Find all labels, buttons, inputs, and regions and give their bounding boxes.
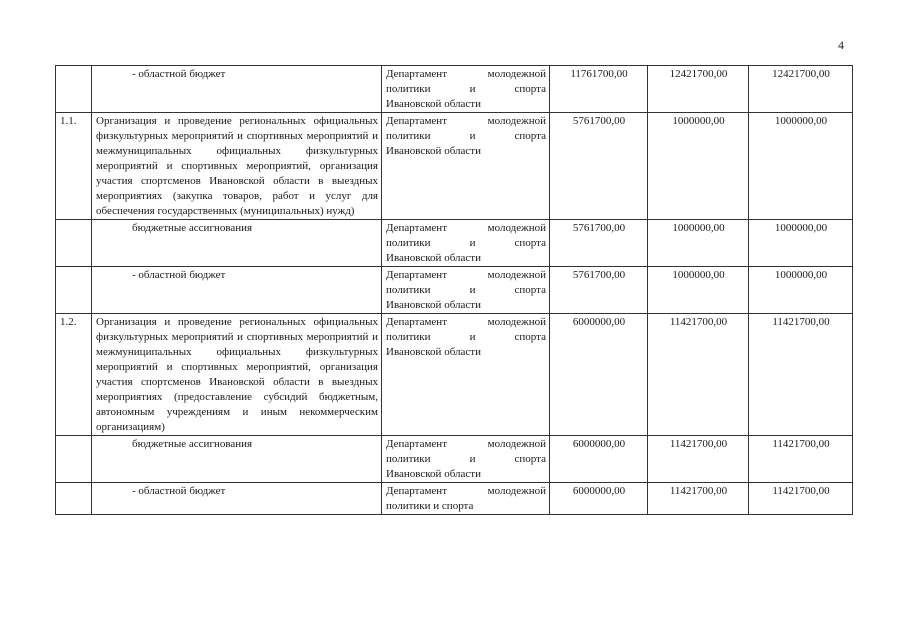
department-cell bbox=[382, 314, 550, 436]
row-number bbox=[56, 267, 92, 314]
amount-year-1: 6000000,00 bbox=[550, 436, 648, 483]
budget-table-body bbox=[56, 66, 853, 515]
table-row bbox=[56, 220, 853, 267]
row-number: 1.2. bbox=[56, 314, 92, 436]
amount-year-1: 5761700,00 bbox=[550, 220, 648, 267]
table-row bbox=[56, 436, 853, 483]
department-line: Ивановской области bbox=[386, 98, 481, 110]
amount-year-3: 12421700,00 bbox=[749, 66, 853, 113]
department-cell bbox=[382, 66, 550, 113]
row-number bbox=[56, 436, 92, 483]
amount-year-3: 11421700,00 bbox=[749, 436, 853, 483]
amount-year-2: 12421700,00 bbox=[648, 66, 749, 113]
department-line: политики и спорта bbox=[386, 453, 546, 465]
measure-name: бюджетные ассигнования bbox=[92, 436, 382, 483]
department-line: Департамент молодежной bbox=[386, 115, 546, 127]
department-line: Ивановской области bbox=[386, 252, 481, 264]
amount-year-1: 5761700,00 bbox=[550, 113, 648, 220]
department-line: политики и спорта bbox=[386, 284, 546, 296]
amount-year-2: 1000000,00 bbox=[648, 220, 749, 267]
amount-year-1: 6000000,00 bbox=[550, 314, 648, 436]
budget-table bbox=[55, 65, 853, 515]
department-line: политики и спорта bbox=[386, 130, 546, 142]
department-line: Ивановской области bbox=[386, 346, 481, 358]
table-row bbox=[56, 66, 853, 113]
department-cell bbox=[382, 483, 550, 515]
department-line: политики и спорта bbox=[386, 83, 546, 95]
amount-year-3: 1000000,00 bbox=[749, 267, 853, 314]
measure-name: Организация и проведение региональных официальных физкультурных мероприятий и спортивных мероприятий и межмуниципальных официальных физкультурных мероприятий и спортивных мероприятий, организация участия спортсменов Ивановской области в выездных мероприятиях (предоставление субсидий бюджетным, автономным учреждениям и иным некоммерческим организациям) bbox=[92, 314, 382, 436]
amount-year-3: 11421700,00 bbox=[749, 314, 853, 436]
amount-year-3: 1000000,00 bbox=[749, 220, 853, 267]
department-line: Ивановской области bbox=[386, 299, 481, 311]
department-line: Департамент молодежной bbox=[386, 438, 546, 450]
measure-name: Организация и проведение региональных официальных физкультурных мероприятий и спортивных мероприятий и межмуниципальных официальных физкультурных мероприятий и спортивных мероприятий, организация участия спортсменов Ивановской области в выездных мероприятиях (закупка товаров, работ и услуг для обеспечения государственных (муниципальных) нужд) bbox=[92, 113, 382, 220]
amount-year-1: 11761700,00 bbox=[550, 66, 648, 113]
amount-year-2: 1000000,00 bbox=[648, 113, 749, 220]
department-line: Департамент молодежной bbox=[386, 316, 546, 328]
department-cell bbox=[382, 113, 550, 220]
row-number bbox=[56, 66, 92, 113]
row-number bbox=[56, 483, 92, 515]
department-line: политики и спорта bbox=[386, 237, 546, 249]
department-line: Ивановской области bbox=[386, 468, 481, 480]
amount-year-2: 11421700,00 bbox=[648, 483, 749, 515]
table-row bbox=[56, 113, 853, 220]
table-row bbox=[56, 314, 853, 436]
row-number: 1.1. bbox=[56, 113, 92, 220]
amount-year-2: 11421700,00 bbox=[648, 436, 749, 483]
department-line: Департамент молодежной bbox=[386, 485, 546, 497]
table-row bbox=[56, 483, 853, 515]
department-line: Департамент молодежной bbox=[386, 269, 546, 281]
amount-year-2: 11421700,00 bbox=[648, 314, 749, 436]
measure-name: - областной бюджет bbox=[92, 66, 382, 113]
amount-year-3: 1000000,00 bbox=[749, 113, 853, 220]
amount-year-1: 6000000,00 bbox=[550, 483, 648, 515]
department-line: Департамент молодежной bbox=[386, 68, 546, 80]
page-number: 4 bbox=[838, 38, 844, 52]
department-line: политики и спорта bbox=[386, 331, 546, 343]
measure-name: бюджетные ассигнования bbox=[92, 220, 382, 267]
row-number bbox=[56, 220, 92, 267]
department-cell bbox=[382, 267, 550, 314]
department-line: политики и спорта bbox=[386, 500, 474, 512]
table-row bbox=[56, 267, 853, 314]
department-line: Департамент молодежной bbox=[386, 222, 546, 234]
measure-name: - областной бюджет bbox=[92, 483, 382, 515]
department-cell bbox=[382, 436, 550, 483]
department-cell bbox=[382, 220, 550, 267]
amount-year-1: 5761700,00 bbox=[550, 267, 648, 314]
measure-name: - областной бюджет bbox=[92, 267, 382, 314]
amount-year-2: 1000000,00 bbox=[648, 267, 749, 314]
department-line: Ивановской области bbox=[386, 145, 481, 157]
amount-year-3: 11421700,00 bbox=[749, 483, 853, 515]
